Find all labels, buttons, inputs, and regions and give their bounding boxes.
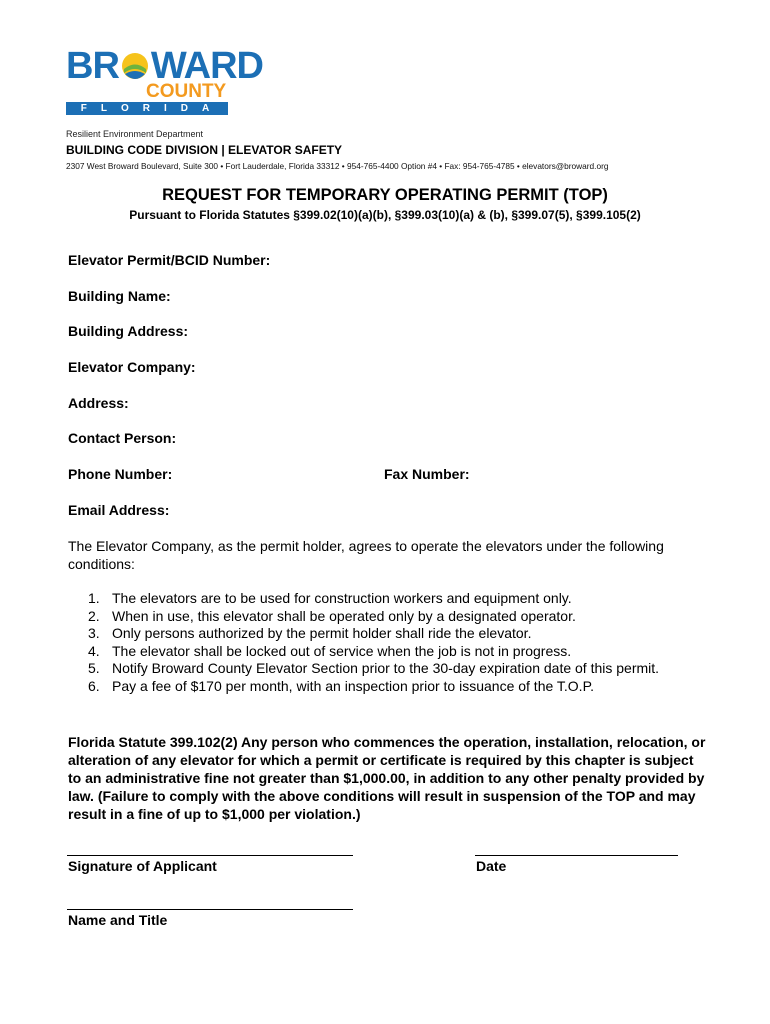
list-text: The elevators are to be used for construction workers and equipment only. [112, 590, 572, 606]
field-email-address: Email Address: [68, 502, 170, 518]
date-label: Date [476, 858, 507, 874]
list-item [88, 660, 688, 678]
logo-text-ward: WARD [150, 45, 263, 87]
list-number: 5. [88, 660, 100, 676]
field-building-name: Building Name: [68, 288, 171, 304]
list-text: When in use, this elevator shall be operated only by a designated operator. [112, 607, 576, 624]
logo-wordmark [66, 47, 263, 85]
division-name: BUILDING CODE DIVISION | ELEVATOR SAFETY [66, 143, 343, 157]
conditions-list [88, 590, 688, 695]
document-title: REQUEST FOR TEMPORARY OPERATING PERMIT (TOP) [162, 186, 608, 204]
logo-text-br: BR [66, 45, 119, 87]
list-number: 6. [88, 677, 100, 694]
field-address: Address: [68, 395, 129, 411]
list-text: The elevator shall be locked out of service when the job is not in progress. [112, 642, 572, 659]
list-text: Notify Broward County Elevator Section prior to the 30-day expiration date of this permit. [112, 660, 660, 676]
list-item [88, 625, 688, 643]
list-number: 2. [88, 607, 100, 624]
contact-address-line: 2307 West Broward Boulevard, Suite 300 • Fort Lauderdale, Florida 33312 • 954-765-4400 Option #4 • Fax: 954-765-4785 • elevators@broward.org [66, 161, 609, 171]
list-item [88, 608, 688, 626]
list-item [88, 590, 688, 608]
logo-county: COUNTY [146, 81, 227, 102]
statute-notice: Florida Statute 399.102(2) Any person who commences the operation, installation, relocation, or alteration of any elevator for which a permit or certificate is required by this chapter is subject to an administrative fine not greater than $1,000.00, in addition to any other penalty provided by law. (Failure to comply with the above conditions will result in suspension of the TOP and may result in a fine of up to $1,000 per violation.) [68, 734, 706, 822]
list-item [88, 678, 688, 696]
list-item [88, 643, 688, 661]
logo-florida-band: FLORIDA [66, 102, 228, 115]
name-title-line[interactable] [67, 909, 353, 910]
broward-county-logo [66, 45, 263, 115]
field-contact-person: Contact Person: [68, 430, 177, 446]
sun-icon [120, 50, 150, 80]
field-fax-number: Fax Number: [384, 466, 470, 482]
date-line[interactable] [475, 855, 678, 856]
list-number: 3. [88, 625, 100, 641]
name-title-label: Name and Title [68, 912, 168, 928]
document-subtitle: Pursuant to Florida Statutes §399.02(10)(a)(b), §399.03(10)(a) & (b), §399.07(5), §399.105(2) [129, 208, 641, 222]
conditions-intro: The Elevator Company, as the permit holder, agrees to operate the elevators under the following conditions: [68, 538, 664, 572]
field-building-address: Building Address: [68, 323, 189, 339]
field-permit-number: Elevator Permit/BCID Number: [68, 252, 271, 268]
department-name: Resilient Environment Department [66, 129, 204, 139]
list-number: 4. [88, 642, 100, 659]
list-text: Only persons authorized by the permit holder shall ride the elevator. [112, 625, 532, 641]
list-text: Pay a fee of $170 per month, with an inspection prior to issuance of the T.O.P. [112, 677, 594, 694]
signature-line[interactable] [67, 855, 353, 856]
field-elevator-company: Elevator Company: [68, 359, 196, 375]
field-phone-number: Phone Number: [68, 466, 173, 482]
signature-applicant-label: Signature of Applicant [68, 858, 217, 874]
list-number: 1. [88, 590, 100, 606]
